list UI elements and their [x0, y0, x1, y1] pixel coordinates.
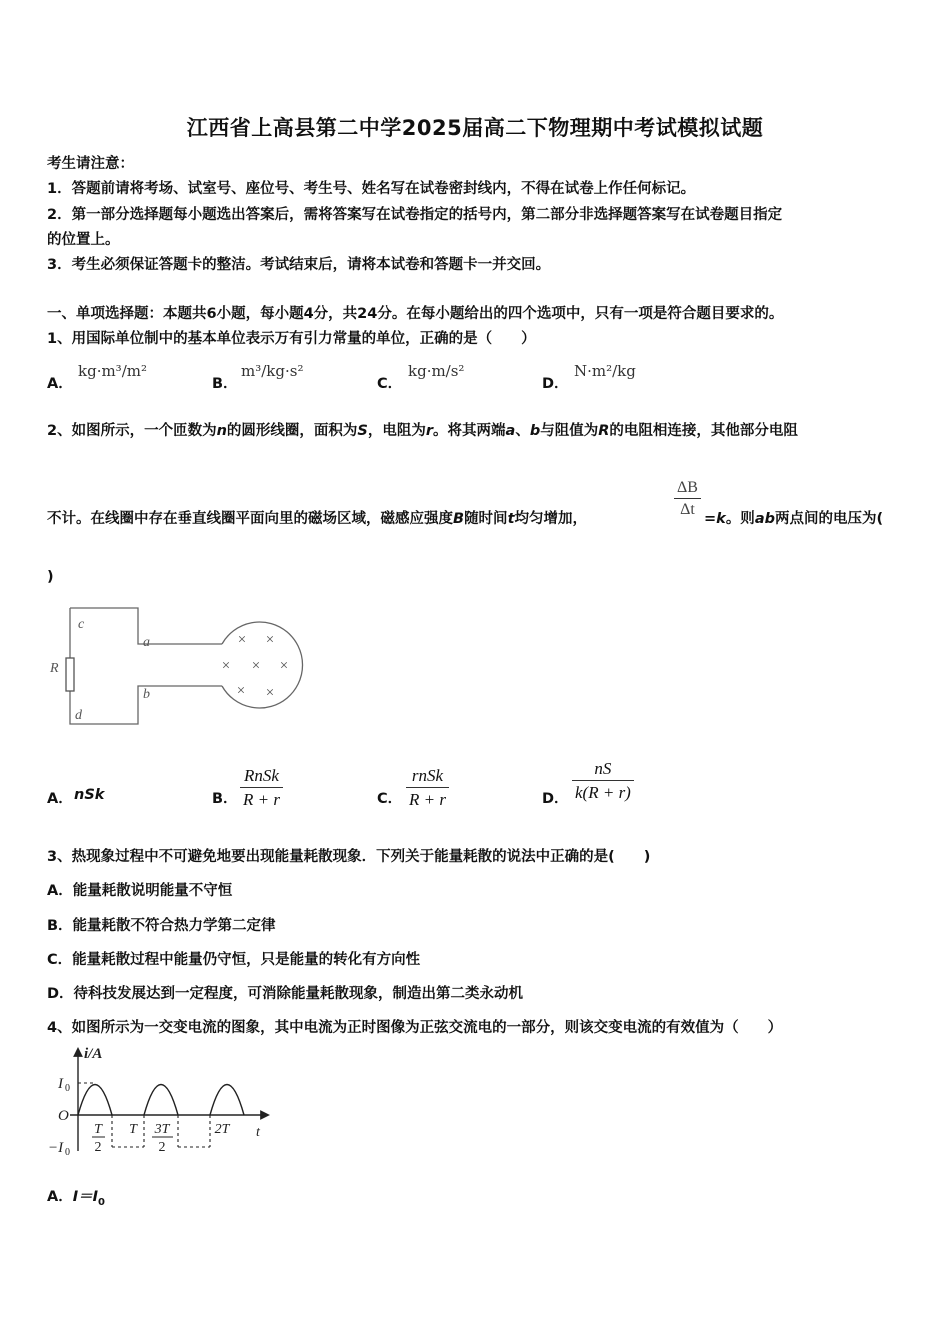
q1-option-b-label: B．: [212, 376, 238, 392]
notice-item-2-cont: 的位置上。: [47, 232, 120, 248]
tick-3T-half-num: 3T: [154, 1122, 170, 1137]
notice-item-2: 2．第一部分选择题每小题选出答案后，需将答案写在试卷指定的括号内，第二部分非选择题答案写在试卷题目指定: [47, 207, 783, 223]
q2-option-d-num: nS: [572, 759, 634, 781]
q2-option-c-fraction: [406, 766, 449, 810]
q1-option-d-label: D．: [542, 376, 569, 392]
label-c: c: [78, 617, 85, 632]
q1-option-a-label: A．: [47, 376, 73, 392]
q2-stem-line2-b: =k。则ab两点间的电压为(: [704, 511, 884, 527]
q2-stem-line3: ): [47, 569, 54, 585]
field-mark: ×: [237, 632, 247, 648]
q1-option-a-value: kg·m³/m²: [78, 362, 147, 380]
graph-neg-I0: −I: [48, 1140, 64, 1156]
label-R: R: [50, 661, 59, 676]
graph-I0-sub: 0: [65, 1083, 70, 1094]
notice-heading: 考生请注意：: [47, 156, 134, 172]
graph-I0: I: [58, 1076, 63, 1092]
q4-current-graph: [40, 1043, 280, 1163]
q2-rate-fraction: [674, 479, 701, 519]
graph-ylabel: i/A: [84, 1046, 103, 1062]
q1-option-b-value: m³/kg·s²: [241, 362, 304, 380]
q2-stem-line2-a: 不计。在线圈中存在垂直线圈平面向里的磁场区域，磁感应强度B随时间t均匀增加，: [47, 511, 587, 527]
half-wave-3: [210, 1085, 244, 1116]
q1-option-d-value: N·m²/kg: [574, 362, 636, 380]
q2-option-d-fraction: [572, 759, 634, 803]
field-mark: ×: [221, 658, 231, 674]
q2-fraction-num: ΔB: [674, 479, 701, 499]
tick-T: T: [129, 1122, 137, 1137]
q4-option-a: A．$I=I_0$: [47, 1189, 105, 1208]
half-wave-2: [144, 1085, 178, 1116]
field-mark: ×: [265, 685, 275, 701]
q3-option-a: A．能量耗散说明能量不守恒: [47, 883, 233, 899]
notice-item-3: 3．考生必须保证答题卡的整洁。考试结束后，请将本试卷和答题卡一并交回。: [47, 257, 551, 273]
field-mark: ×: [251, 658, 261, 674]
section-heading: 一、单项选择题：本题共6小题，每小题4分，共24分。在每小题给出的四个选项中，只有一项是符合题目要求的。: [47, 306, 784, 322]
field-mark: ×: [236, 683, 246, 699]
tick-T-half-num: T: [94, 1122, 102, 1137]
q3-option-c: C．能量耗散过程中能量仍守恒，只是能量的转化有方向性: [47, 952, 421, 968]
q2-option-b-num: RnSk: [240, 766, 283, 788]
q2-option-b-label: B．: [212, 791, 238, 807]
label-d: d: [75, 708, 82, 723]
q1-option-c-value: kg·m/s²: [408, 362, 465, 380]
tick-3T-half-den: 2: [158, 1140, 166, 1155]
q4-stem: 4、如图所示为一交变电流的图象，其中电流为正时图像为正弦交流电的一部分，则该交变电流的有效值为（ ）: [47, 1020, 783, 1036]
q2-stem-line1: 2、如图所示，一个匝数为n的圆形线圈，面积为S，电阻为r。将其两端a、b与阻值为R的电阻相连接，其他部分电阻: [47, 423, 798, 439]
q2-option-c-num: rnSk: [406, 766, 449, 788]
graph-t-label: t: [256, 1125, 260, 1140]
q2-option-b-fraction: [240, 766, 283, 810]
q2-option-b-den: R + r: [243, 790, 280, 809]
q2-option-a-label: A．: [47, 791, 73, 807]
tick-2T: 2T: [214, 1122, 230, 1137]
notice-item-1: 1．答题前请将考场、试室号、座位号、考生号、姓名写在试卷密封线内，不得在试卷上作任何标记。: [47, 181, 696, 197]
tick-T-half-den: 2: [94, 1140, 102, 1155]
page-title: 江西省上高县第二中学2025届高二下物理期中考试模拟试题: [186, 116, 764, 140]
q2-option-d-label: D．: [542, 791, 569, 807]
q2-option-d-den: k(R + r): [575, 783, 631, 802]
field-mark: ×: [265, 632, 275, 648]
field-mark: ×: [279, 658, 289, 674]
q2-option-c-den: R + r: [409, 790, 446, 809]
q1-stem: 1、用国际单位制中的基本单位表示万有引力常量的单位，正确的是（ ）: [47, 331, 536, 347]
q2-option-c-label: C．: [377, 791, 403, 807]
q3-option-d: D．待科技发展达到一定程度，可消除能量耗散现象，制造出第二类永动机: [47, 986, 524, 1002]
label-a: a: [143, 635, 150, 650]
graph-origin: O: [58, 1108, 69, 1124]
q2-fraction-den: Δt: [680, 501, 695, 518]
graph-neg-I0-sub: 0: [65, 1147, 70, 1158]
q2-option-a-value: nSk: [74, 787, 105, 803]
resistor-r: [66, 658, 74, 691]
label-b: b: [143, 687, 150, 702]
q3-option-b: B．能量耗散不符合热力学第二定律: [47, 918, 276, 934]
q1-option-c-label: C．: [377, 376, 403, 392]
q3-stem: 3、热现象过程中不可避免地要出现能量耗散现象．下列关于能量耗散的说法中正确的是( ): [47, 849, 651, 865]
q2-circuit-figure: [40, 600, 320, 735]
half-wave-1: [78, 1085, 112, 1116]
